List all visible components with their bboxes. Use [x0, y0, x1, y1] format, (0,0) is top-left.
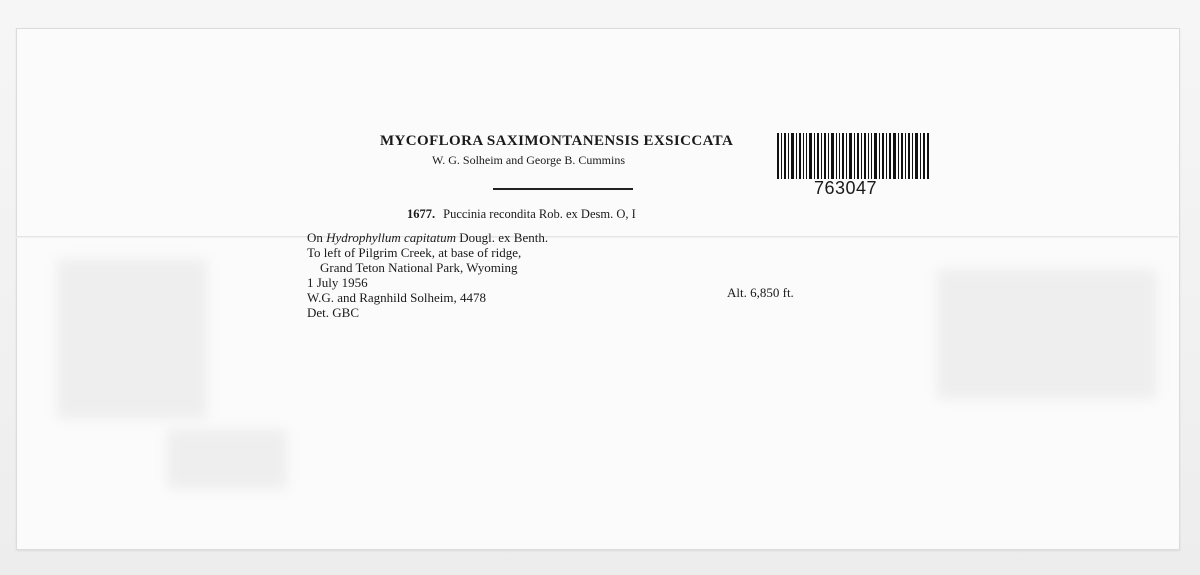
- specimen-number: 1677.: [407, 207, 436, 221]
- taxon-name: Puccinia recondita Rob. ex Desm. O, I: [443, 207, 636, 221]
- collectors: W.G. and Ragnhild Solheim, 4478: [307, 290, 486, 305]
- label-title: MYCOFLORA SAXIMONTANENSIS EXSICCATA: [380, 133, 734, 149]
- label-authors: W. G. Solheim and George B. Cummins: [432, 153, 625, 167]
- show-through-specimen-left: [57, 259, 207, 419]
- label-rule: [493, 188, 633, 190]
- locality-line-2: Grand Teton National Park, Wyoming: [320, 260, 518, 275]
- specimen-line: [407, 207, 636, 222]
- collection-date: 1 July 1956: [307, 275, 368, 290]
- barcode: [777, 133, 929, 199]
- barcode-bars: [777, 133, 929, 179]
- barcode-number: 763047: [814, 178, 878, 198]
- show-through-specimen-bottom: [167, 429, 287, 489]
- show-through-specimen-right: [937, 269, 1157, 399]
- altitude: Alt. 6,850 ft.: [727, 285, 794, 300]
- host-prefix: On: [307, 230, 323, 245]
- locality-line-1: To left of Pilgrim Creek, at base of ridge,: [307, 245, 522, 260]
- collection-details: [307, 230, 548, 320]
- host-authority: Dougl. ex Benth.: [459, 230, 549, 245]
- host-line: [307, 230, 548, 245]
- determiner: Det. GBC: [307, 305, 359, 320]
- host-species: Hydrophyllum capitatum: [326, 230, 457, 245]
